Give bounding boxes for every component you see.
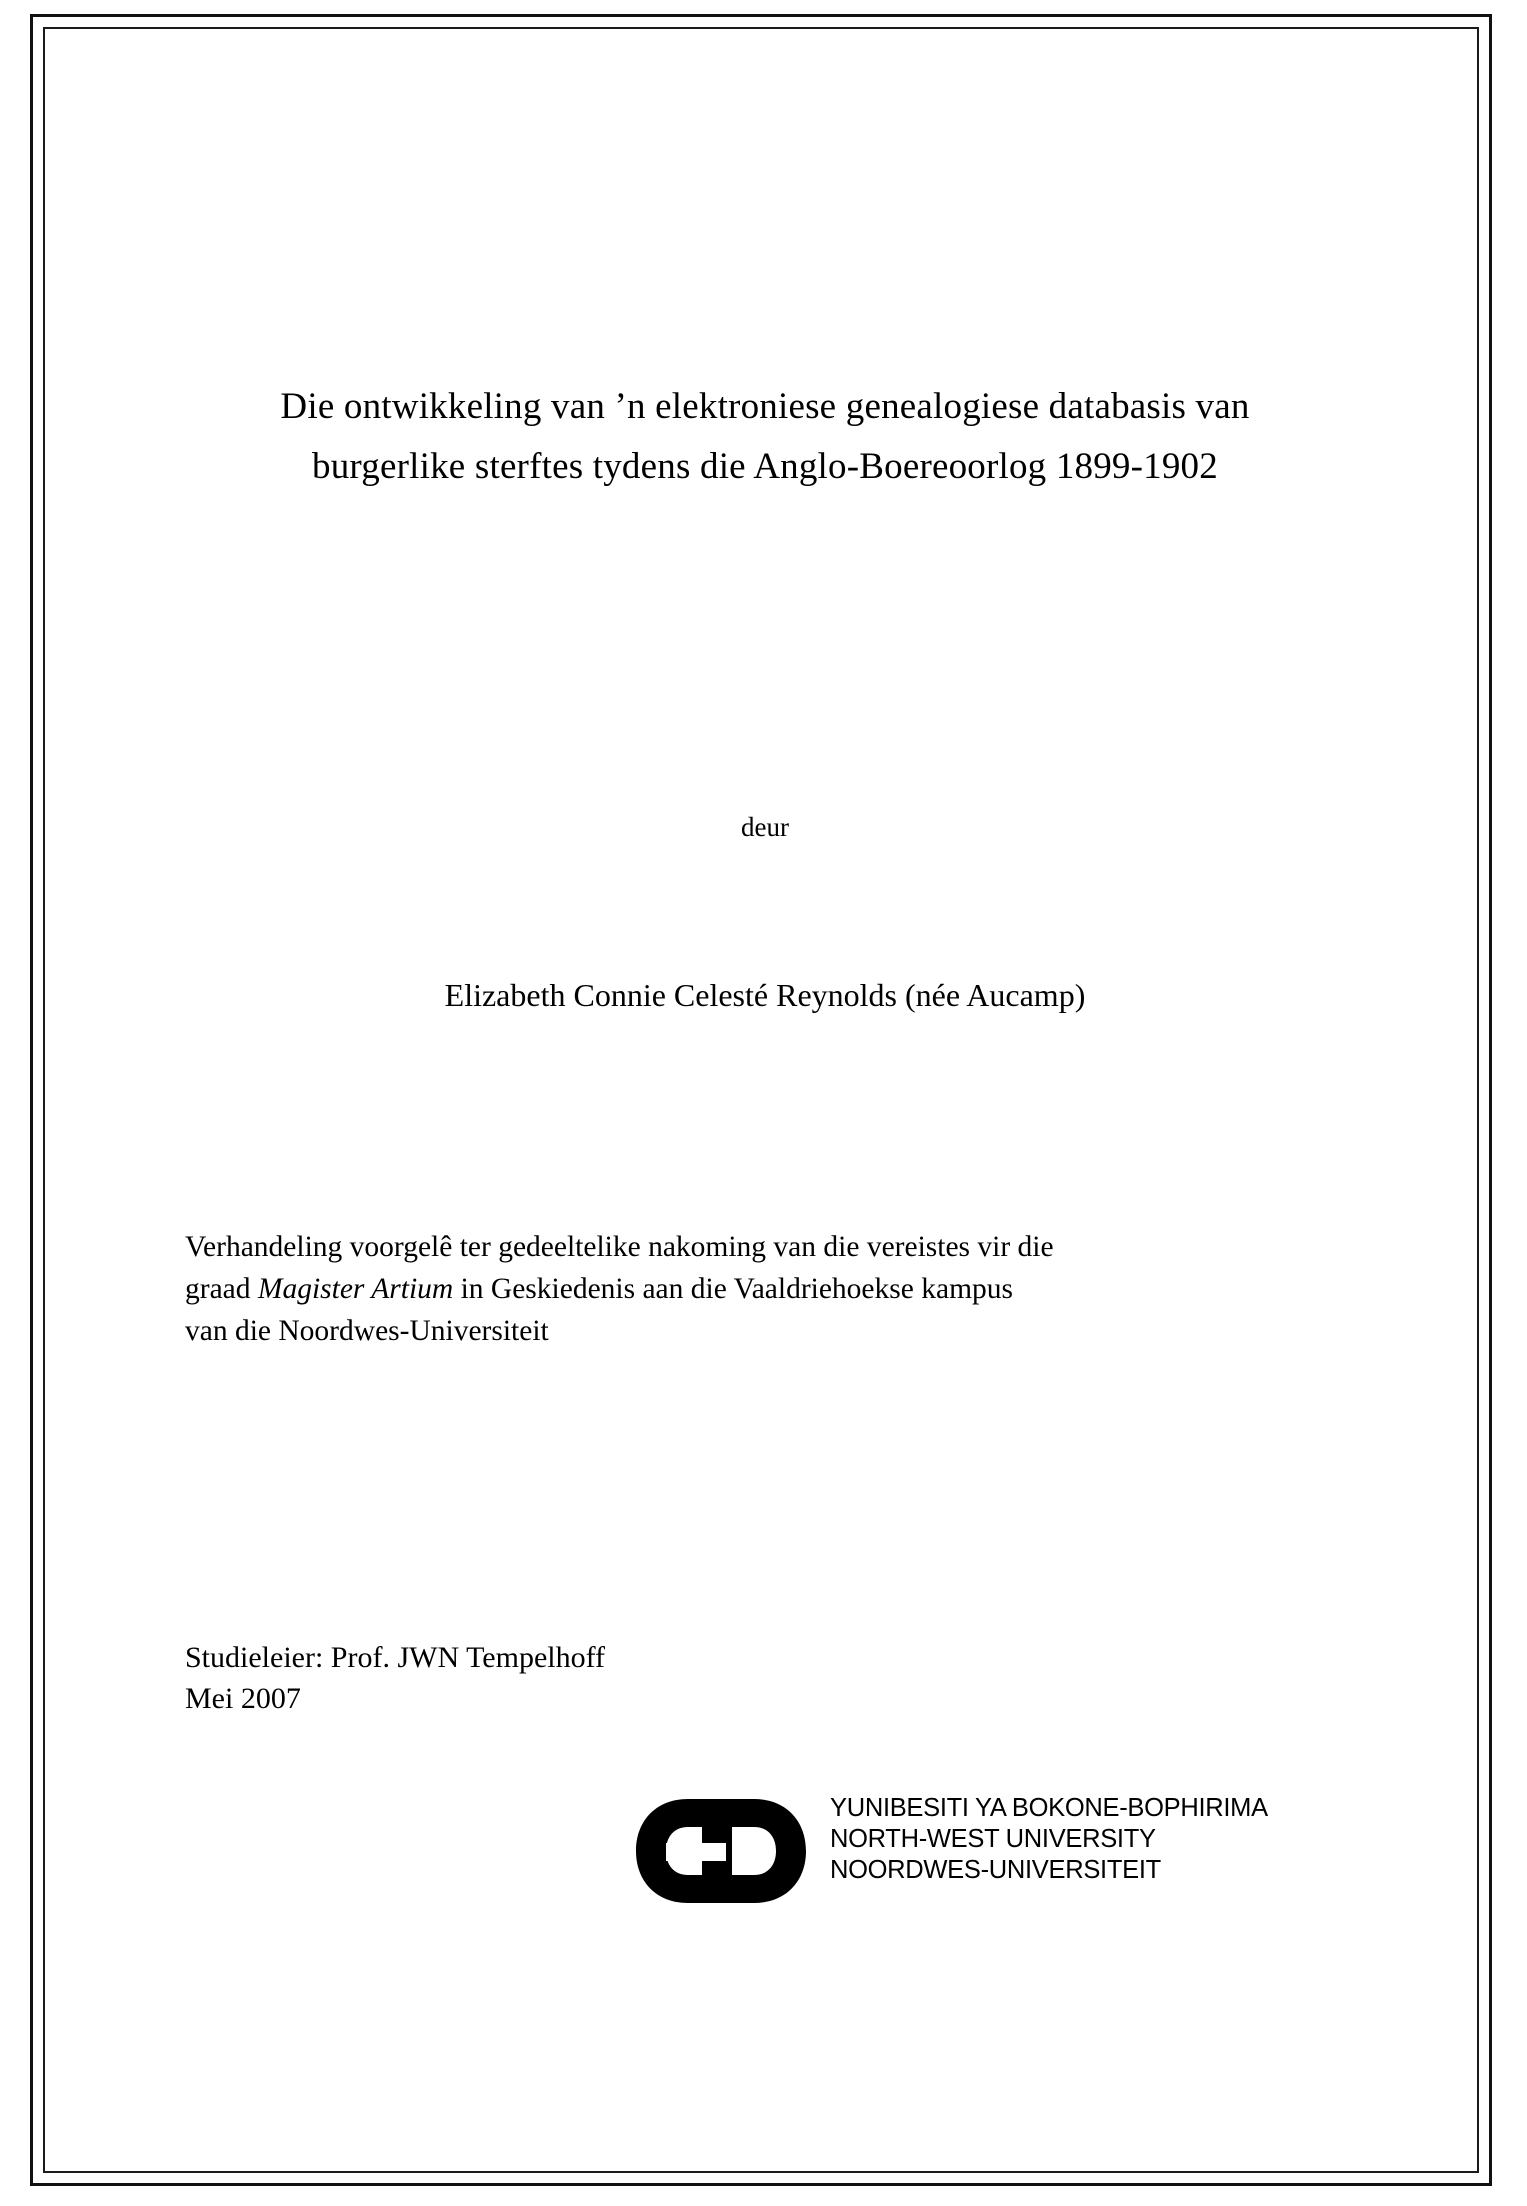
title-line-2: burgerlike sterftes tydens die Anglo-Boereoorlog 1899-1902 xyxy=(312,445,1218,487)
submission-line-1: Verhandeling voorgelê ter gedeeltelike nakoming van die vereistes vir die xyxy=(185,1231,1054,1263)
logo-text-line-1: YUNIBESITI YA BOKONE-BOPHIRIMA xyxy=(830,1794,1268,1822)
submission-line-2-suffix: in Geskiedenis aan die Vaaldriehoekse kampus xyxy=(453,1272,1013,1305)
logo-text-line-3: NOORDWES-UNIVERSITEIT xyxy=(830,1856,1161,1885)
title-line-1: Die ontwikkeling van ’n elektroniese genealogiese databasis van xyxy=(280,386,1250,427)
byline-word: deur xyxy=(741,812,789,842)
degree-name: Magister Artium xyxy=(257,1272,454,1305)
submission-line-2-prefix: graad xyxy=(185,1272,258,1305)
date-line: Mei 2007 xyxy=(185,1682,301,1716)
page-content xyxy=(170,27,1360,2173)
submission-line-2 xyxy=(185,1269,1330,1311)
north-west-university-logo-mark-icon xyxy=(630,1795,820,1907)
author-name: Elizabeth Connie Celesté Reynolds (née Aucamp) xyxy=(444,977,1086,1013)
logo-text-line-2: NORTH-WEST UNIVERSITY xyxy=(830,1825,1156,1854)
supervisor-line: Studieleier: Prof. JWN Tempelhoff xyxy=(185,1641,606,1674)
submission-statement xyxy=(185,1227,1330,1353)
university-logo xyxy=(470,1787,1268,1927)
supervisor-block xyxy=(185,1637,1185,1720)
university-logo-text xyxy=(830,1793,1268,1886)
page-title xyxy=(180,377,1350,497)
submission-line-3: van die Noordwes-Universiteit xyxy=(185,1314,549,1347)
